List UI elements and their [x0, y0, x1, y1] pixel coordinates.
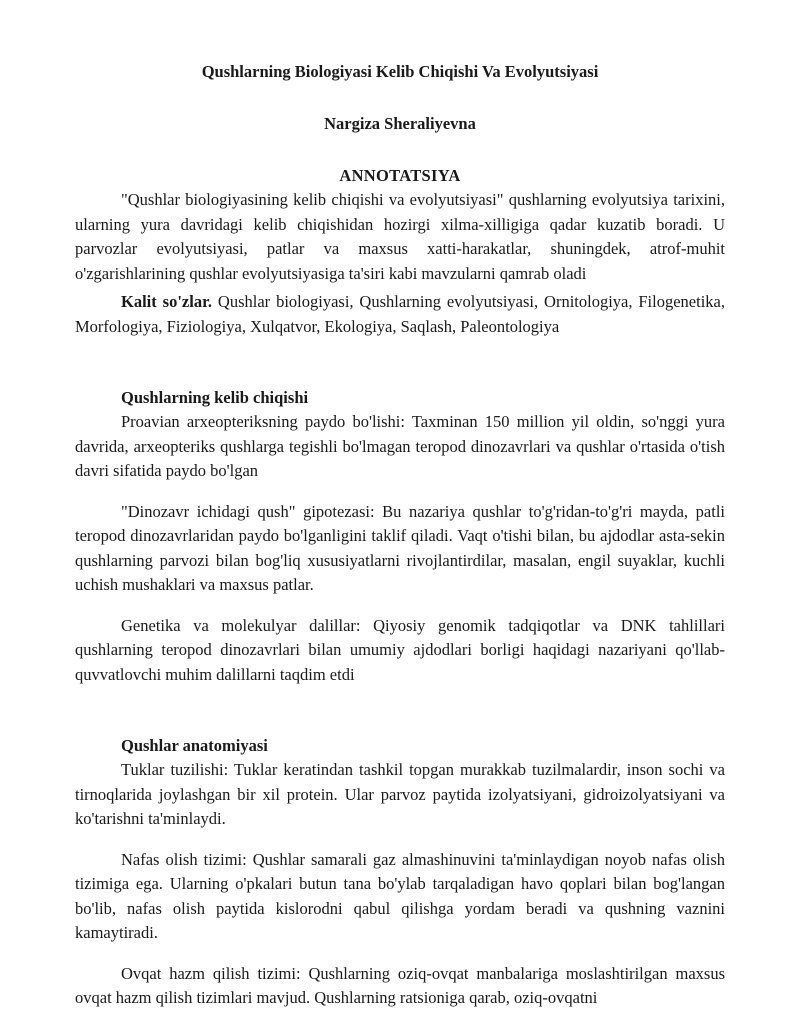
- section-paragraph: Ovqat hazm qilish tizimi: Qushlarning oziq-ovqat manbalariga moslashtirilgan maxsus ovqat hazm qilish tizimlari mavjud. Qushlarning ratsioniga qarab, oziq-ovqatni: [75, 963, 725, 1007]
- document-title: Qushlarning Biologiyasi Kelib Chiqishi Va Evolyutsiyasi: [201, 62, 599, 81]
- section-paragraph: Proavian arxeopteriksning paydo bo'lishi: Taxminan 150 million yil oldin, so'nggi yura davrida, arxeopteriks qushlarga tegishli bo'lmagan teropod dinozavrlari va qushlar o'rtasida o'tish davri sifatida paydo bo'lgan: [75, 412, 725, 480]
- section-paragraph: Nafas olish tizimi: Qushlar samarali gaz almashinuvini ta'minlaydigan noyob nafas olish tizimiga ega. Ularning o'pkalari butun tana bo'ylab tarqaladigan havo qoplari bilan bog'langan bo'lib, nafas olish paytida kislorodni qabul qilishga yordam beradi va qushning vaznini kamaytiradi.: [75, 849, 725, 942]
- section-paragraph: Tuklar tuzilishi: Tuklar keratindan tashkil topgan murakkab tuzilmalardir, inson sochi va tirnoqlarida joylashgan bir xil protein. Ular parvoz paytida izolyatsiyani, gidroizolyatsiyani va ko'tarishni ta'minlaydi.: [75, 760, 725, 828]
- keywords-label: Kalit so'zlar.: [121, 292, 213, 311]
- section-heading-origin: Qushlarning kelib chiqishi: [121, 388, 309, 407]
- author-name: Nargiza Sheraliyevna: [324, 114, 476, 133]
- section-paragraph: "Dinozavr ichidagi qush" gipotezasi: Bu nazariya qushlar to'g'ridan-to'g'ri mayda, patli teropod dinozavrlaridan paydo bo'lganligini taklif qiladi. Vaqt o'tishi bilan, bu ajdodlar asta-sekin qushlarning parvozi bilan bog'liq xususiyatlarni rivojlantirdilar, masalan, engil suyaklar, kuchli uchish mushaklari va maxsus patlar.: [75, 501, 725, 594]
- annotation-paragraph: "Qushlar biologiyasining kelib chiqishi va evolyutsiyasi" qushlarning evolyutsiya tarixini, ularning yura davridagi kelib chiqishidan hozirgi xilma-xilligiga qadar kuzatib boradi. U parvozlar evolyutsiyasi, patlar va maxsus xatti-harakatlar, shuningdek, atrof-muhit o'zgarishlarining qushlar evolyutsiyasiga ta'siri kabi mavzularni qamrab oladi: [75, 190, 725, 283]
- keywords-text: Qushlar biologiyasi, Qushlarning evolyutsiyasi, Ornitologiya, Filogenetika, Morfologiya, Fiziologiya, Xulqatvor, Ekologiya, Saqlash, Paleontologiya: [75, 292, 725, 336]
- document-page: [75, 60, 725, 1011]
- annotation-heading: ANNOTATSIYA: [339, 166, 461, 185]
- section-paragraph: Genetika va molekulyar dalillar: Qiyosiy genomik tadqiqotlar va DNK tahlillari qushlarning teropod dinozavrlari bilan umumiy ajdodlari borligi haqidagi nazariyani qo'llab-quvvatlovchi muhim dalillarni taqdim etdi: [75, 615, 725, 684]
- section-heading-anatomy: Qushlar anatomiyasi: [121, 736, 268, 755]
- keywords-paragraph: [75, 290, 725, 339]
